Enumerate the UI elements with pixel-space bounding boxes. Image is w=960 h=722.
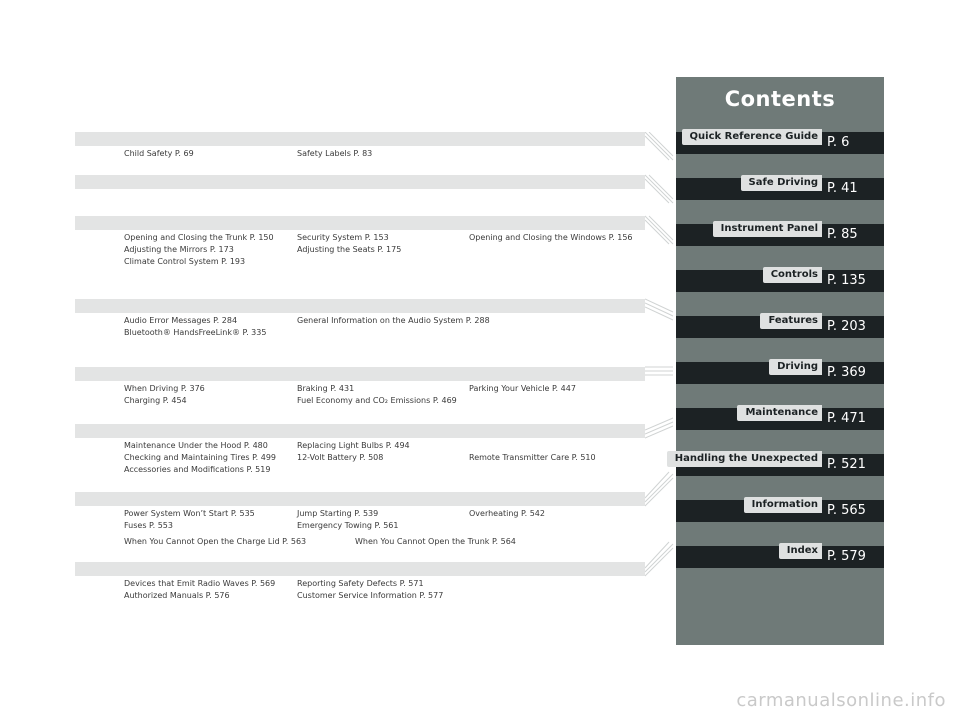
- tab-page: P. 203: [827, 319, 866, 334]
- tab-page: P. 135: [827, 273, 866, 288]
- link-light-bulbs[interactable]: Replacing Light Bulbs P. 494: [297, 441, 410, 450]
- maintenance-col3: [469, 452, 596, 464]
- link-trunk[interactable]: Opening and Closing the Trunk P. 150: [124, 233, 274, 242]
- features-col1: [124, 315, 266, 339]
- tab-label: Controls: [763, 267, 822, 283]
- link-accessories[interactable]: Accessories and Modifications P. 519: [124, 465, 271, 474]
- unexpected-col3: [469, 508, 545, 520]
- stripe-decoration: [645, 132, 675, 592]
- tab-page: P. 579: [827, 549, 866, 564]
- tab-label: Information: [744, 497, 822, 513]
- maintenance-col2: [297, 440, 410, 464]
- tab-label: Handling the Unexpected: [667, 451, 822, 467]
- link-fuses[interactable]: Fuses P. 553: [124, 521, 173, 530]
- controls-col3: [469, 232, 633, 244]
- link-overheating[interactable]: Overheating P. 542: [469, 509, 545, 518]
- tab-label: Index: [779, 543, 822, 559]
- controls-col2: [297, 232, 401, 256]
- link-12v-battery[interactable]: 12-Volt Battery P. 508: [297, 453, 384, 462]
- safe-driving-col2: [297, 148, 372, 160]
- tab-label: Instrument Panel: [713, 221, 822, 237]
- link-audio-info[interactable]: General Information on the Audio System P. 288: [297, 316, 490, 325]
- information-col1: [124, 578, 275, 602]
- tab-controls[interactable]: [676, 270, 884, 292]
- safe-driving-col1: [124, 148, 194, 160]
- link-seats[interactable]: Adjusting the Seats P. 175: [297, 245, 402, 254]
- link-customer-service[interactable]: Customer Service Information P. 577: [297, 591, 444, 600]
- link-climate[interactable]: Climate Control System P. 193: [124, 257, 246, 266]
- link-child-safety[interactable]: Child Safety P. 69: [124, 149, 194, 158]
- tab-information[interactable]: [676, 500, 884, 522]
- tab-page: P. 471: [827, 411, 866, 426]
- tab-label: Features: [760, 313, 822, 329]
- link-towing[interactable]: Emergency Towing P. 561: [297, 521, 399, 530]
- tab-quick-reference[interactable]: [676, 132, 884, 154]
- link-mirrors[interactable]: Adjusting the Mirrors P. 173: [124, 245, 234, 254]
- tab-handling-unexpected[interactable]: [676, 454, 884, 476]
- link-audio-errors[interactable]: Audio Error Messages P. 284: [124, 316, 238, 325]
- tab-label: Maintenance: [737, 405, 822, 421]
- link-charging[interactable]: Charging P. 454: [124, 396, 187, 405]
- contents-title: Contents: [724, 87, 836, 111]
- tab-page: P. 521: [827, 457, 866, 472]
- tab-page: P. 369: [827, 365, 866, 380]
- driving-col3: [469, 383, 576, 395]
- unexpected-col1: [124, 508, 255, 532]
- tab-page: P. 41: [827, 181, 858, 196]
- link-braking[interactable]: Braking P. 431: [297, 384, 355, 393]
- link-windows[interactable]: Opening and Closing the Windows P. 156: [469, 233, 633, 242]
- features-col2: [297, 315, 490, 327]
- band-driving: [75, 367, 645, 381]
- link-authorized-manuals[interactable]: Authorized Manuals P. 576: [124, 591, 230, 600]
- driving-col2: [297, 383, 457, 407]
- controls-col1: [124, 232, 274, 268]
- tab-maintenance[interactable]: [676, 408, 884, 430]
- unexpected-col2: [297, 508, 398, 532]
- tab-instrument-panel[interactable]: [676, 224, 884, 246]
- tab-safe-driving[interactable]: [676, 178, 884, 200]
- band-instrument-panel: [75, 175, 645, 189]
- band-maintenance: [75, 424, 645, 438]
- contents-sidebar: [676, 77, 884, 645]
- tab-label: Quick Reference Guide: [682, 129, 822, 145]
- tab-label: Safe Driving: [741, 175, 822, 191]
- link-charge-lid[interactable]: When You Cannot Open the Charge Lid P. 563: [124, 537, 307, 546]
- tab-label: Driving: [769, 359, 822, 375]
- link-bluetooth[interactable]: Bluetooth® HandsFreeLink® P. 335: [124, 328, 267, 337]
- band-information: [75, 562, 645, 576]
- maintenance-col1: [124, 440, 276, 476]
- link-radio-waves[interactable]: Devices that Emit Radio Waves P. 569: [124, 579, 276, 588]
- watermark: carmanualsonline.info: [736, 690, 946, 711]
- tab-page: P. 85: [827, 227, 858, 242]
- link-safety-defects[interactable]: Reporting Safety Defects P. 571: [297, 579, 424, 588]
- link-remote-transmitter[interactable]: Remote Transmitter Care P. 510: [469, 453, 596, 462]
- link-jump-starting[interactable]: Jump Starting P. 539: [297, 509, 379, 518]
- link-when-driving[interactable]: When Driving P. 376: [124, 384, 205, 393]
- tab-index[interactable]: [676, 546, 884, 568]
- tab-driving[interactable]: [676, 362, 884, 384]
- link-parking[interactable]: Parking Your Vehicle P. 447: [469, 384, 576, 393]
- tab-page: P. 6: [827, 135, 850, 150]
- driving-col1: [124, 383, 205, 407]
- link-tires[interactable]: Checking and Maintaining Tires P. 499: [124, 453, 277, 462]
- link-security[interactable]: Security System P. 153: [297, 233, 389, 242]
- band-controls: [75, 216, 645, 230]
- band-unexpected: [75, 492, 645, 506]
- band-features: [75, 299, 645, 313]
- information-col2: [297, 578, 443, 602]
- link-safety-labels[interactable]: Safety Labels P. 83: [297, 149, 373, 158]
- link-power-system[interactable]: Power System Won’t Start P. 535: [124, 509, 255, 518]
- link-fuel-economy[interactable]: Fuel Economy and CO₂ Emissions P. 469: [297, 396, 457, 405]
- link-under-hood[interactable]: Maintenance Under the Hood P. 480: [124, 441, 268, 450]
- link-trunk-cannot-open[interactable]: When You Cannot Open the Trunk P. 564: [355, 537, 516, 546]
- tab-features[interactable]: [676, 316, 884, 338]
- band-safe-driving: [75, 132, 645, 146]
- tab-page: P. 565: [827, 503, 866, 518]
